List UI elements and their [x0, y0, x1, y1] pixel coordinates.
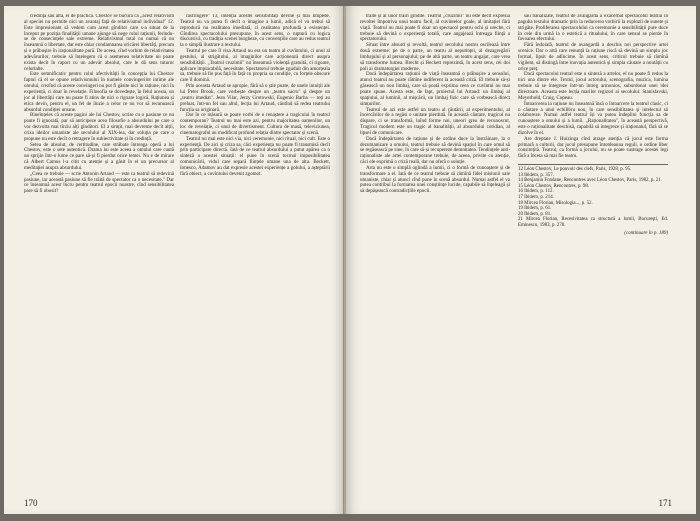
- left-page: [4, 6, 345, 514]
- paragraph: Setea de absolut, de certitudine, care străbate întreaga operă a lui Chestov, este o sete autentică. Drama lui este aceea a omului care caută un sprijin într-o lume ce pare să-și fi pierdut orice temei. Nu e de mirare că Albert Camus l-a citit cu atenție și a găsit în el un precursor al meditației asupra absurdului.: [24, 141, 174, 171]
- paragraph: Teatrul de azi este astfel un teatru al căutării, al experimentului, al încercărilor de a regăsi o unitate pierdută. În această căutare, tragicul nu dispare, ci se transformă, luînd forme noi, uneori greu de recunoscut. Tragicul modern este un tragic al banalității, al absurdului cotidian, al lipsei de comunicare.: [360, 106, 510, 136]
- paragraph: Întoarcerea la rațiune nu înseamnă însă o întoarcere la teatrul clasic, ci o căutare a unui echilibru nou, în care sensibilitatea și intelectul să colaboreze. Numai astfel teatrul își va putea îndeplini funcția sa de cunoaștere a omului și a lumii. „Raționalitatea", în această perspectivă, este o raționalitate deschisă, capabilă să integreze și iraționalul, fără să se dizolve în el.: [518, 100, 668, 136]
- paragraph: trăite și al unor trăiri gîndite. Teatrul „cruzimii" nu este decît expresia revoltei împotriva unui teatru facil, al cuvintelor goale, al imitației fără viață. Teatrul nu mai poate fi doar un spectacol pentru ochi și ureche, ci trebuie să devină o experiență totală, care angajează întreaga ființă a spectatorului.: [360, 14, 510, 43]
- paragraph: Este semnificativ pentru rolul afectivității în concepția lui Chestov faptul că el se opune relativismului în numele convingerilor intime ale omului, crezînd că aceste convingeri nu pot fi găsite nici în rațiune, nici în experiență, ci doar în revelație. Filosofia se dovedește, în felul acesta, un joc al libertății care nu poate fi atins de nici o rigoare logică. Rațiunea și etica devin, pentru el, un fel de iluzie a celor ce nu vor să recunoască absurdul condiției umane.: [24, 71, 174, 113]
- footnote: 12 Léon Chestov, Le pouvoir des clefs, Paris, 1928, p. 95.: [518, 167, 632, 173]
- paragraph: Are dreptate J. Huizinga cînd atrage atenția că jocul este forma primară a culturii, dar jocul presupune întotdeauna reguli, o ordine liber consimțită. Teatrul, ca formă a jocului, nu se poate sustrage acestei legi fără a înceta să mai fie teatru.: [518, 135, 668, 160]
- paragraph: Arta nu este o simplă oglindă a lumii, ci o formă de cunoaștere și de transformare a ei. Iată de ce teatrul trebuie să rămînă fidel misiunii sale umaniste, chiar și atunci cînd pune în scenă absurdul. Numai astfel el va putea contribui la formarea unei conștiințe lucide, capabile să înțeleagă și să depășească contradicțiile epocii.: [360, 164, 510, 195]
- paragraph: Dacă spectacolul teatral este o sinteză a artelor, el nu poate fi redus la nici una dintre ele. Textul, jocul actorului, scenografia, muzica, lumina trebuie să se integreze într-un întreg armonios, subordonat unei idei directoare. Aceasta este lecția marilor regizori ai secolului: Stanislavski, Meyerhold, Craig, Copeau.: [518, 71, 668, 101]
- footnote: 20 Ibidem, p. 81.: [518, 211, 552, 217]
- right-page: [346, 6, 696, 514]
- paragraph: răsfrîngere" 13, intenția acestei sensibilități devine și mai limpede. Teatrul nu va putea fi decît o imagine a lumii, adică el va trebui să reproducă nu realitatea imediată, ci realitatea profundă a existenței. Gîndirea spectacolului presupune, în acest sens, o ruptură cu logica discursivă, cu tradiția scenei burgheze, cu convențiile care au redus teatrul la o simplă ilustrare a textului.: [180, 14, 330, 49]
- paragraph: Bineînțeles că aceste pagini ale lui Chestov, scrise cu o pasiune ce nu poate fi ignorată, par să anticipeze acea filosofie a absurdului pe care o vor dezvolta mai tîrziu alți gînditori. El a simțit, mai devreme decît alții, criza ideilor umaniste ale secolului al XIX-lea, dar soluția pe care o propune nu este decît o retragere în subiectivitate și în credință.: [24, 112, 174, 142]
- page-number-right: 171: [658, 498, 672, 508]
- paragraph: Fără îndoială, teatrul de avangardă a deschis noi perspective artei scenice. Dar o artă care renunță la rațiune riscă să devină un simplu joc formal, lipsit de adîncime. În acest sens, criticul trebuie să rămînă vigilent, să distingă între inovația autentică și simpla căutare a noutății cu orice preț.: [518, 42, 668, 72]
- paragraph: Dar în ce măsură se poate vorbi de o renaștere a tragicului în teatrul contemporan? Teatrul nu mai este azi, pentru majoritatea oamenilor, un loc de revelație, ci unul de divertisment. Cultura de masă, televiziunea, cinematograful au modificat profund relația dintre spectator și scenă.: [180, 112, 330, 136]
- paragraph: credință sau altă, el de practică. Chestov se bucură că „acest relativism al speciei nu permite nici un avantaj față de relativismul individual" 12. Este impresionant să vedem cum acest gînditor care s-a situat de la început pe poziția finalității umane ajunge să nege rolul rațiunii, ferindu-se de consecințele sale extreme. Relativismul total nu numai că nu înseamnă o libertate, dar este chiar condamnarea oricărei libertăți, precum și o prăbușire în iraționalitate pură. De aceea, cînd vorbim de relativitatea adevărurilor, trebuie să înțelegem că o asemenea relativitate nu poate exista decît în raport cu un adevăr absolut, care le dă sens tuturor celorlalte.: [24, 14, 174, 72]
- continuation-note: (continuare în p. 189): [624, 230, 668, 236]
- paragraph: Dacă îndepărtarea de rațiune și de ordine duce la înstrăinare, la o dezumanizare a omului, teatrul trebuie să devină spațiul în care omul să se regăsească pe sine, în care să-și recupereze demnitatea. Tendințele anti-raționaliste ale artei contemporane trebuie, de aceea, privite cu atenție, căci ele exprimă o criză reală, dar nu oferă o soluție.: [360, 135, 510, 166]
- footnote: 15 Léon Chestov, Rencontres, p. 98.: [518, 183, 589, 189]
- paragraph: Teatrul nu mai este nici via, nici ceremonie, nici ritual, nici cult. Este o experiență. De aici și criza sa, căci experiența nu poate fi transmisă decît prin participare directă. Iată de ce teatrul absurdului a putut apărea ca o sinteză a acestei situații: el pune în scenă tocmai imposibilitatea comunicării, vidul care separă ființele umane una de alta. Beckett, Ionesco, Adamov au dat expresie acestei experiențe a golului, a așteptării fără obiect, a cuvîntului devenit zgomot.: [180, 135, 330, 177]
- footnote: 19 Ibidem, p. 61.: [518, 206, 552, 212]
- paragraph: Dacă îndepărtarea rațiunii de viață înseamnă o prăbușire a sensului, atunci teatrul nu poate rămîne indiferent la această criză. El trebuie să-și găsească un nou limbaj, care să poată exprima ceea ce cuvîntul nu mai poate spune. Acesta este, de fapt, proiectul lui Artaud: un limbaj al spațiului, al luminii, al mișcării, un limbaj fizic care să vorbească direct simțurilor.: [360, 71, 510, 107]
- paragraph: Situat între absurd și revoltă, teatrul secolului nostru oscilează între două extreme: pe de o parte, un teatru al neputinței, al dezagregării limbajului și al personajului; pe de altă parte, un teatru angajat, care vrea să transforme lumea. Brecht și Beckett reprezintă, în acest sens, cei doi poli ai dramaturgiei moderne.: [360, 42, 510, 72]
- paragraph: sau banalizate, teatrul de avangardă a exacerbat spectacolul teatral în paguba textului dramatic prin la reducerea vorbirii la explozii de sunete și strigăte. Proliferarea spectacolului ca ceremonie a sensibilității pure duce în cele din urmă la o estetică a ritualului, în care sensul se pierde în favoarea efectului.: [518, 14, 668, 43]
- footnotes: [518, 164, 668, 229]
- page-number-left: 170: [24, 498, 38, 508]
- right-page-column-2: [518, 14, 668, 486]
- footnote: 14 Benjamin Fondane, Rencontres avec Léon Chestov, Paris, 1982, p. 21.: [518, 178, 662, 184]
- left-page-column-2: [180, 14, 330, 486]
- footnote: 16 Ibidem, p. 112.: [518, 189, 554, 195]
- footnote: 17 Ibidem, p. 214.: [518, 195, 554, 201]
- paragraph: Teatrul pe care îl visa Artaud nu era un teatru al cuvîntului, ci unul al gestului, al strigătului, al imaginilor care acționează direct asupra sensibilității. „Teatrul cruzimii" nu înseamnă violență gratuită, ci rigoare, aplicare implacabilă, necesitate. Spectatorul trebuie zguduit din amorțeala sa, trebuie să fie pus față în față cu propria sa condiție, cu forțele obscure care îl domină.: [180, 48, 330, 84]
- footnote: 13 Ibidem, p. 357.: [518, 172, 554, 178]
- paragraph: „Ceea ce trebuie — scrie Antonin Artaud — este ca teatrul să redevină pasiune, iar această pasiune să fie trăită de spectator ca o necesitate." Dar ce înseamnă acest lucru pentru teatrul epocii noastre, cînd sensibilitatea pare să fi obosit?: [24, 170, 174, 195]
- footnote: 21 Mircea Florian, Recesivitatea ca structură a lumii, București, Ed. Eminescu, 1983, p. 278.: [518, 217, 668, 229]
- paragraph: Prin aceasta Artaud se apropie, fără să o știe poate, de unele intuiții ale lui Peter Brook, care vorbește despre un „teatru sacru" și despre un „teatru imediat". Jean Vilar, Jerzy Grotowski, Eugenio Barba — toți au preluat, într-un fel sau altul, lecția lui Artaud, căutînd să redea teatrului funcția sa originară.: [180, 83, 330, 113]
- footnote: 18 Mircea Florian, Misologia..., p. 52.: [518, 200, 593, 206]
- left-page-column-1: [24, 14, 174, 486]
- right-page-column-1: [360, 14, 510, 486]
